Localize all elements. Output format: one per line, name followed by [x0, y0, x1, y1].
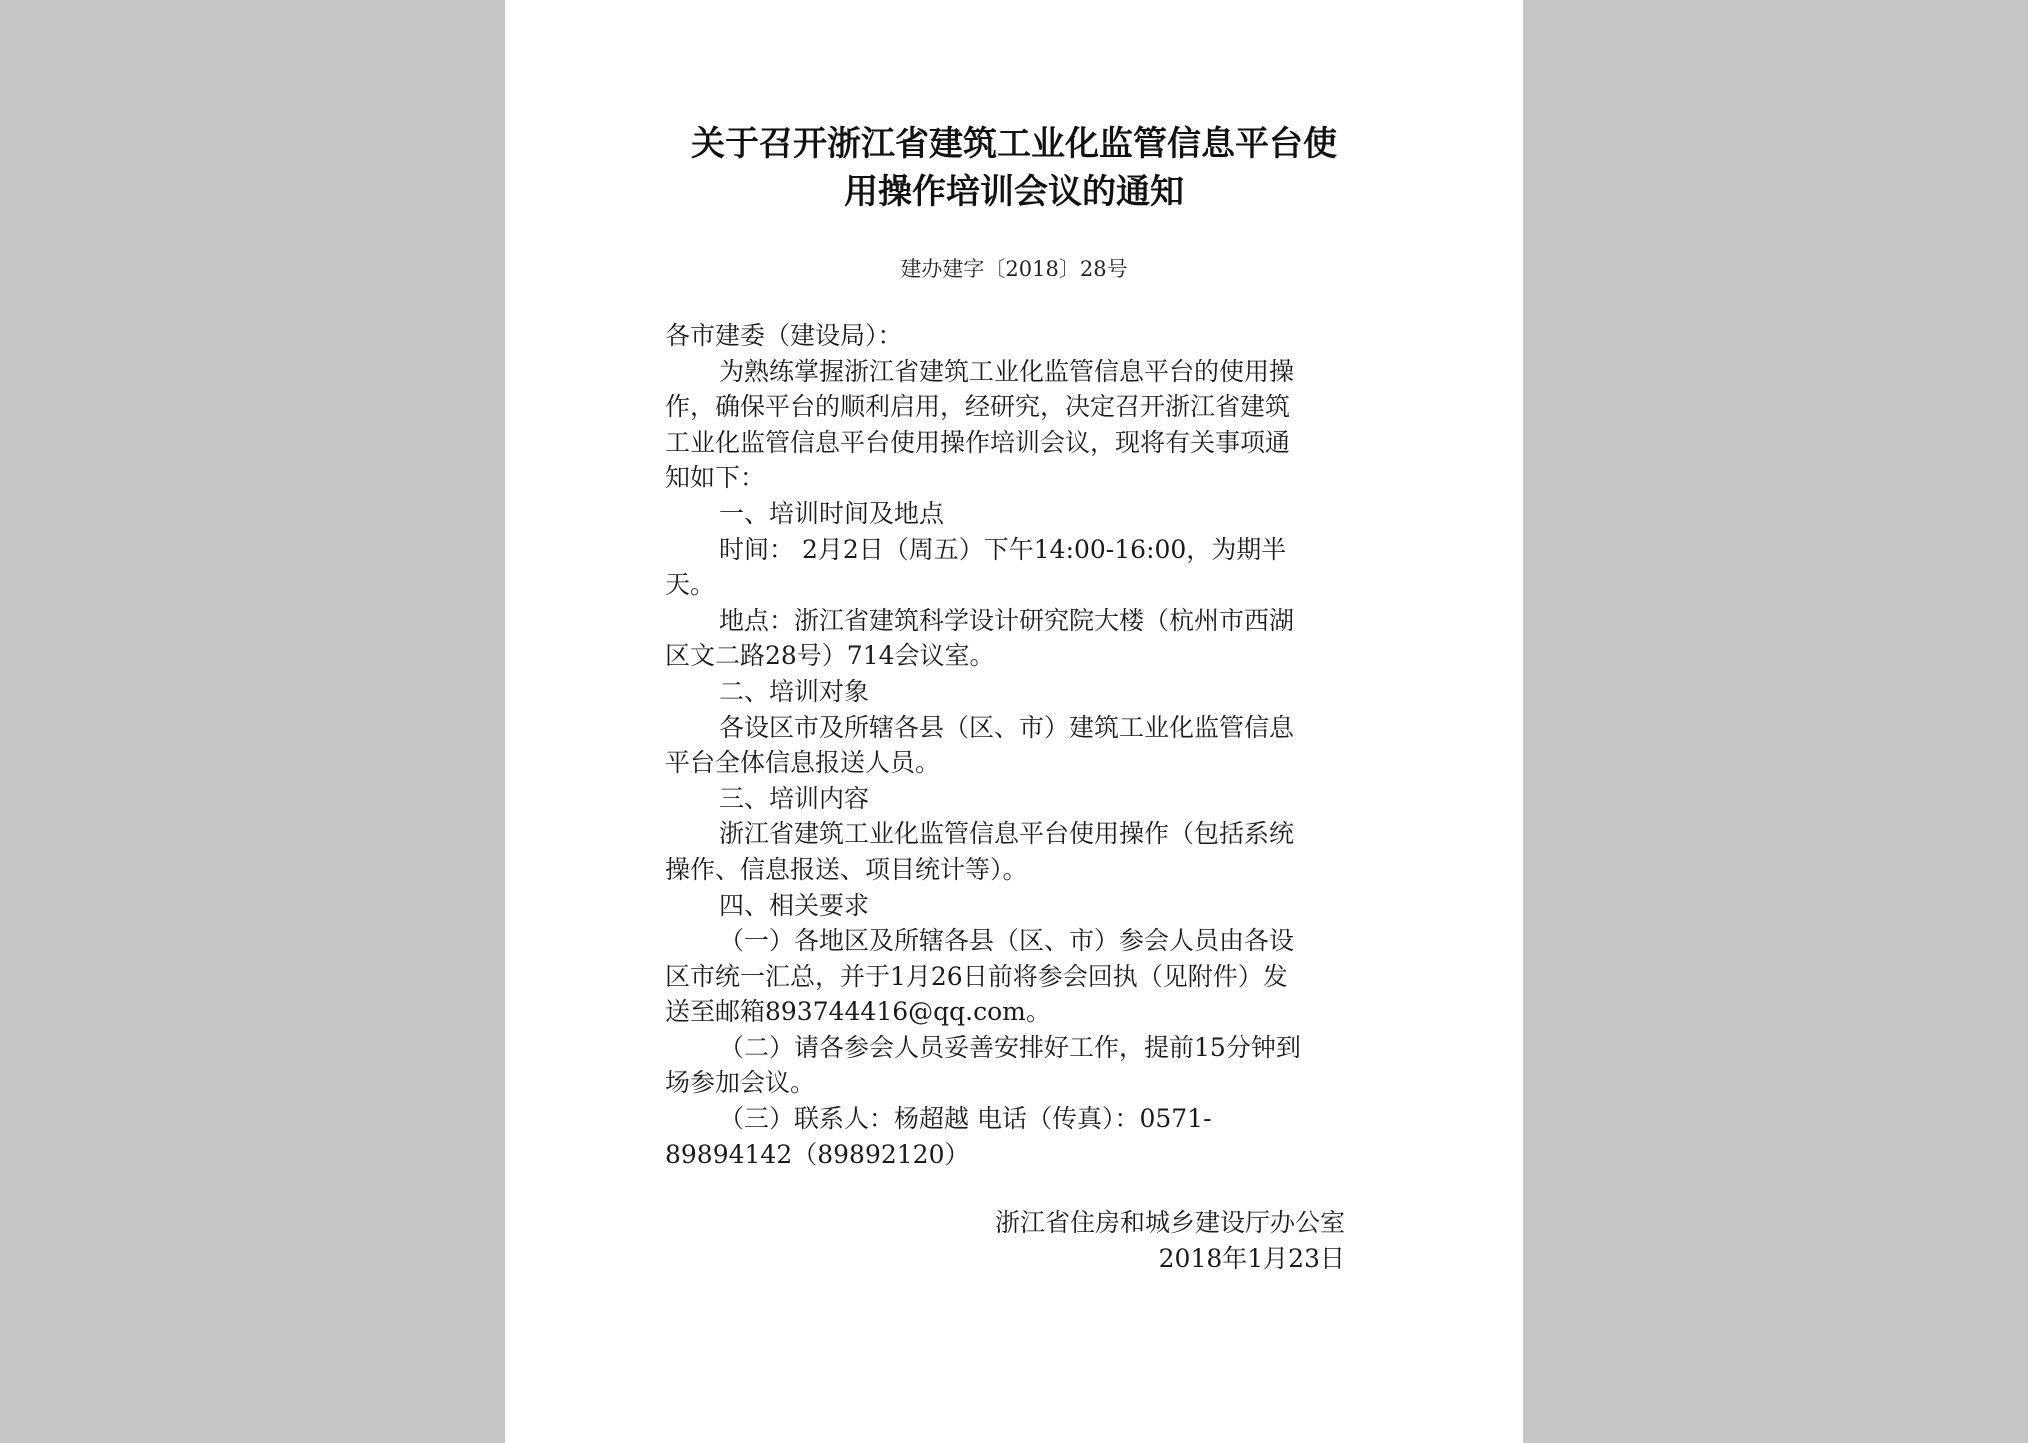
body-line: 时间： 2月2日（周五）下午14:00-16:00，为期半: [719, 534, 1287, 564]
signature-block: [945, 1205, 1345, 1277]
body-line: 为熟练掌握浙江省建筑工业化监管信息平台的使用操: [719, 356, 1295, 386]
body-line: （二）请各参会人员妥善安排好工作，提前15分钟到: [719, 1032, 1301, 1062]
body-line: 地点：浙江省建筑科学设计研究院大楼（杭州市西湖: [719, 605, 1295, 635]
body-line: 浙江省建筑工业化监管信息平台使用操作（包括系统: [719, 819, 1295, 849]
body-line: 89894142（89892120）: [665, 1139, 970, 1169]
body-line: 区市统一汇总，并于1月26日前将参会回执（见附件）发: [665, 961, 1288, 991]
title-line-1: 关于召开浙江省建筑工业化监管信息平台使: [691, 124, 1337, 164]
body-line: 各设区市及所辖各县（区、市）建筑工业化监管信息: [719, 712, 1295, 742]
document-number: 建办建字〔2018〕28号: [900, 257, 1128, 281]
section-heading: 三、培训内容: [719, 783, 870, 813]
body-line: 场参加会议。: [665, 1068, 816, 1098]
section-heading: 一、培训时间及地点: [719, 498, 945, 528]
signature-org: 浙江省住房和城乡建设厅办公室: [994, 1208, 1345, 1237]
body-line: （一）各地区及所辖各县（区、市）参会人员由各设: [719, 926, 1295, 956]
salutation: 各市建委（建设局）：: [665, 321, 903, 350]
body-line: 工业化监管信息平台使用操作培训会议，现将有关事项通: [665, 427, 1291, 457]
signature-date: 2018年1月23日: [1158, 1244, 1345, 1273]
body-line: 知如下：: [665, 463, 766, 493]
body-line: 操作、信息报送、项目统计等）。: [665, 854, 1028, 884]
section-heading: 二、培训对象: [719, 676, 870, 706]
body-line: 平台全体信息报送人员。: [665, 748, 941, 778]
section-heading: 四、相关要求: [719, 890, 870, 920]
body-line: （三）联系人：杨超越 电话（传真）：0571-: [719, 1104, 1212, 1134]
title-line-2: 用操作培训会议的通知: [844, 172, 1184, 212]
body-line: 区文二路28号）714会议室。: [665, 641, 995, 671]
body-line: 作，确保平台的顺利启用，经研究，决定召开浙江省建筑: [665, 392, 1291, 422]
page-title: [505, 120, 1523, 216]
body-line: 送至邮箱893744416@qq.com。: [665, 997, 1051, 1027]
document-body: [665, 318, 1365, 1172]
document-page: [505, 0, 1523, 1443]
body-line: 天。: [665, 570, 716, 600]
